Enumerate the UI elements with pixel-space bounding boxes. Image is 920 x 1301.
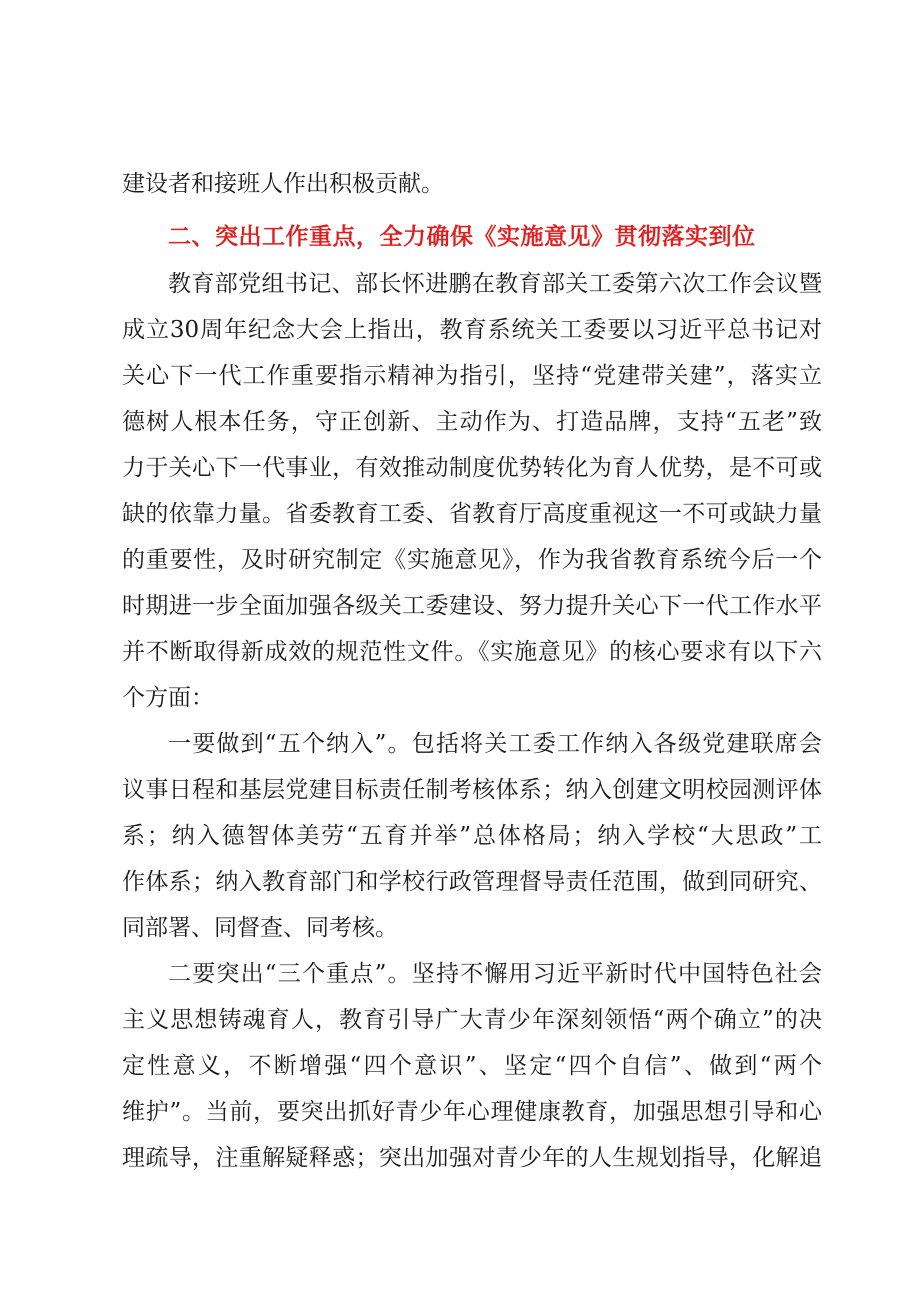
paragraph-line: 一要做到“五个纳入”。包括将关工委工作纳入各级党建联席会 [168, 731, 822, 757]
paragraph-line: 个方面： [122, 685, 214, 711]
paragraph-line: 议事日程和基层党建目标责任制考核体系；纳入创建文明校园测评体 [122, 777, 822, 803]
paragraph-line: 的重要性，及时研究制定《实施意见》，作为我省教育系统今后一个 [122, 547, 822, 573]
intro-line: 建设者和接班人作出积极贡献。 [122, 171, 444, 197]
paragraph-line: 力于关心下一代事业，有效推动制度优势转化为育人优势，是不可或 [122, 455, 822, 481]
section-heading: 二、突出工作重点，全力确保《实施意见》贯彻落实到位 [168, 224, 756, 250]
paragraph-line: 并不断取得新成效的规范性文件。《实施意见》的核心要求有以下六 [122, 639, 822, 665]
paragraph-line: 二要突出“三个重点”。坚持不懈用习近平新时代中国特色社会 [168, 961, 822, 987]
paragraph-line: 维护”。当前，要突出抓好青少年心理健康教育，加强思想引导和心 [122, 1099, 822, 1125]
paragraph-line: 主义思想铸魂育人，教育引导广大青少年深刻领悟“两个确立”的决 [122, 1007, 822, 1033]
paragraph-line: 成立30周年纪念大会上指出，教育系统关工委要以习近平总书记对 [122, 317, 822, 343]
paragraph-line: 缺的依靠力量。省委教育工委、省教育厅高度重视这一不可或缺力量 [122, 501, 822, 527]
paragraph-line: 定性意义，不断增强“四个意识”、坚定“四个自信”、做到“两个 [122, 1053, 822, 1079]
paragraph-line: 教育部党组书记、部长怀进鹏在教育部关工委第六次工作会议暨 [168, 271, 822, 297]
paragraph-line: 理疏导，注重解疑释惑；突出加强对青少年的人生规划指导，化解追 [122, 1145, 822, 1171]
paragraph-line: 德树人根本任务，守正创新、主动作为、打造品牌，支持“五老”致 [122, 409, 822, 435]
paragraph-line: 关心下一代工作重要指示精神为指引，坚持“党建带关建”，落实立 [122, 363, 822, 389]
paragraph-line: 作体系；纳入教育部门和学校行政管理督导责任范围，做到同研究、 [122, 869, 822, 895]
paragraph-line: 系；纳入德智体美劳“五育并举”总体格局；纳入学校“大思政”工 [122, 823, 822, 849]
paragraph-line: 同部署、同督查、同考核。 [122, 915, 398, 941]
paragraph-line: 时期进一步全面加强各级关工委建设、努力提升关心下一代工作水平 [122, 593, 822, 619]
